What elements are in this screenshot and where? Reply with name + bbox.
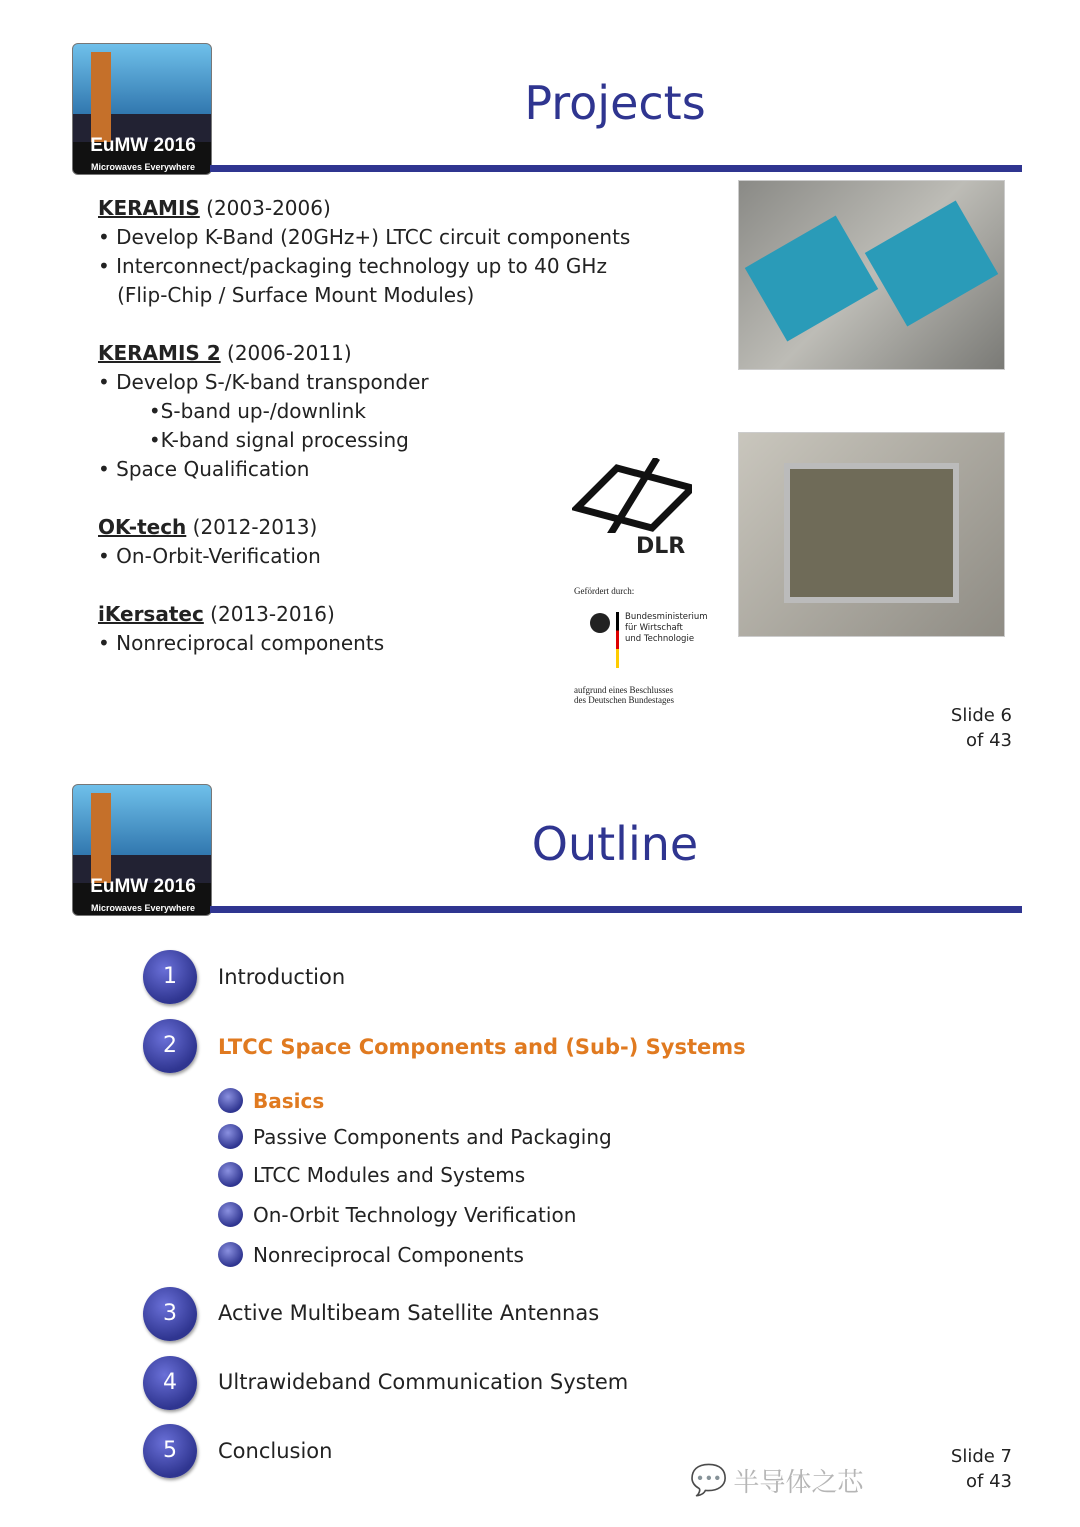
outline-number-4: 4 bbox=[143, 1356, 197, 1410]
outline-item-introduction: Introduction bbox=[218, 965, 346, 989]
project-ikersatec: iKersatec (2013-2016) • Nonreciprocal components bbox=[98, 602, 385, 655]
flag-bar bbox=[616, 612, 619, 668]
eumw-logo: EuMW 2016 Microwaves Everywhere bbox=[72, 784, 212, 916]
outline-subitem: Passive Components and Packaging bbox=[218, 1124, 612, 1149]
bullet-icon bbox=[218, 1124, 243, 1149]
outline-item-uwb: Ultrawideband Communication System bbox=[218, 1370, 629, 1394]
outline-item-conclusion: Conclusion bbox=[218, 1439, 333, 1463]
housing-photo bbox=[738, 432, 1005, 637]
outline-subitem: LTCC Modules and Systems bbox=[218, 1162, 525, 1187]
ltcc-modules-photo bbox=[738, 180, 1005, 370]
slide-number: Slide 7 of 43 bbox=[950, 1446, 1012, 1492]
outline-number-5: 5 bbox=[143, 1424, 197, 1478]
outline-subitem: Nonreciprocal Components bbox=[218, 1242, 524, 1267]
project-keramis2: KERAMIS 2 (2006-2011) • Develop S-/K-band transponder •S-band up-/downlink •K-band signal processing • Space Qualification bbox=[98, 341, 429, 481]
big-ben-icon bbox=[91, 52, 111, 142]
outline-item-antennas: Active Multibeam Satellite Antennas bbox=[218, 1301, 600, 1325]
eumw-logo: EuMW 2016 Microwaves Everywhere bbox=[72, 43, 212, 175]
wechat-icon: 💬 bbox=[690, 1463, 728, 1498]
outline-subitem: Basics bbox=[218, 1088, 324, 1113]
outline-number-3: 3 bbox=[143, 1287, 197, 1341]
ministry-label: Bundesministerium für Wirtschaft und Technologie bbox=[625, 612, 708, 644]
outline-number-1: 1 bbox=[143, 950, 197, 1004]
title-rule bbox=[210, 165, 1022, 172]
bullet-icon bbox=[218, 1202, 243, 1227]
outline-subitem: On-Orbit Technology Verification bbox=[218, 1202, 576, 1227]
bullet-icon bbox=[218, 1242, 243, 1267]
bullet-icon bbox=[218, 1088, 243, 1113]
big-ben-icon bbox=[91, 793, 111, 883]
outline-number-2: 2 bbox=[143, 1019, 197, 1073]
slide-projects bbox=[0, 0, 1080, 760]
bullet-icon bbox=[218, 1162, 243, 1187]
title-rule bbox=[210, 906, 1022, 913]
slide-title: Outline bbox=[531, 817, 699, 871]
funded-by-label: Gefördert durch: bbox=[574, 586, 635, 596]
project-keramis: KERAMIS (2003-2006) • Develop K-Band (20GHz+) LTCC circuit components • Interconnect/packaging technology up to 40 GHz (Flip-Chip / Surface Mount Modules) bbox=[98, 196, 631, 307]
slide-number: Slide 6 of 43 bbox=[950, 705, 1012, 751]
federal-eagle-icon bbox=[590, 613, 610, 633]
outline-item-ltcc: LTCC Space Components and (Sub-) Systems bbox=[218, 1035, 746, 1059]
watermark: 💬 半导体之芯 bbox=[690, 1463, 864, 1498]
project-oktech: OK-tech (2012-2013) • On-Orbit-Verification bbox=[98, 515, 321, 568]
slide-outline bbox=[0, 741, 1080, 1501]
resolution-label: aufgrund eines Beschlusses des Deutschen Bundestages bbox=[574, 685, 674, 705]
slide-title: Projects bbox=[524, 76, 706, 130]
dlr-logo: DLR bbox=[572, 458, 692, 558]
